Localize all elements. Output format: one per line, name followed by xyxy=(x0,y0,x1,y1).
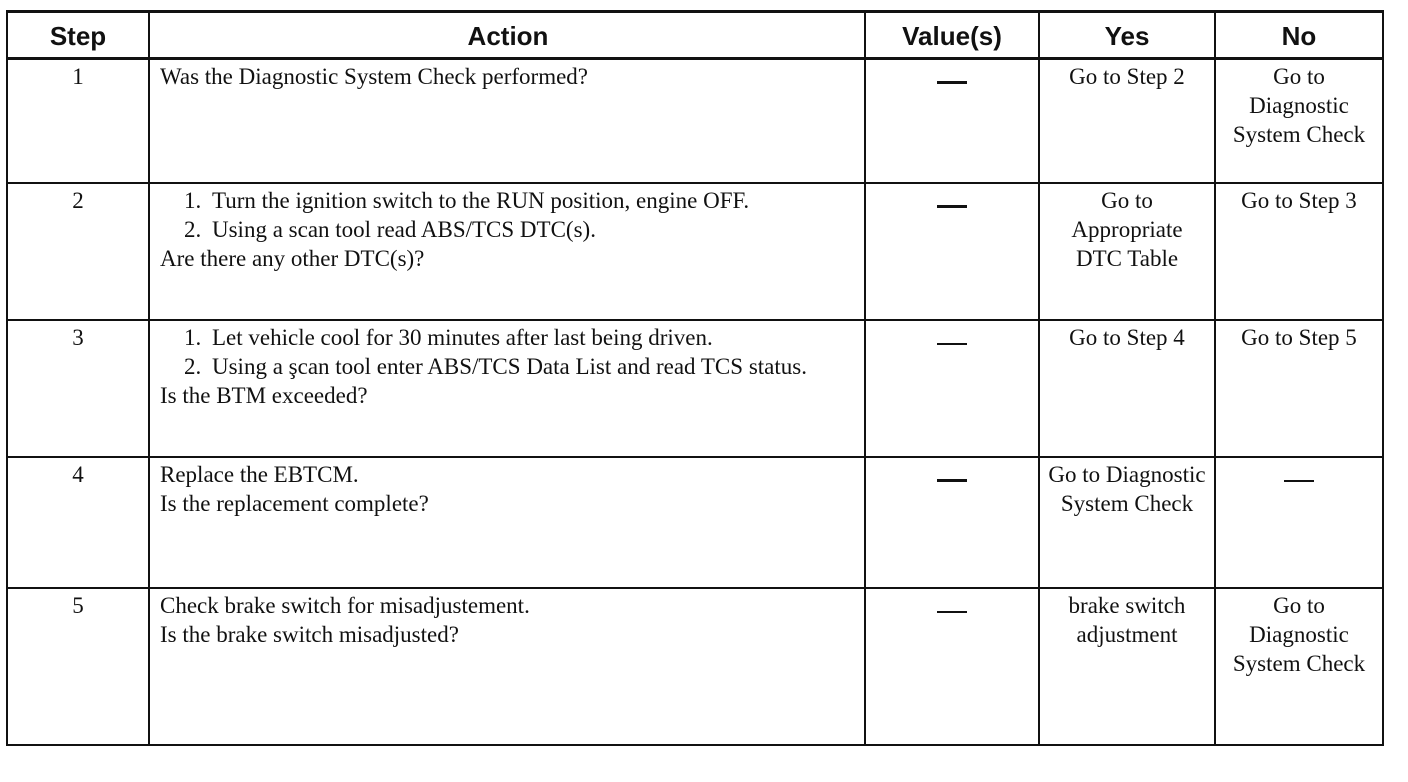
value-cell xyxy=(865,183,1039,320)
yes-text: Go to Diagnostic System Check xyxy=(1048,462,1206,516)
no-text: Go to Step 3 xyxy=(1241,188,1357,213)
action-step-number: 2. xyxy=(184,217,202,242)
action-text: Replace the EBTCM. xyxy=(160,462,359,487)
value-cell xyxy=(865,457,1039,588)
step-number: 4 xyxy=(7,457,149,588)
step-number: 5 xyxy=(7,588,149,745)
action-question: Is the replacement complete? xyxy=(160,491,429,516)
yes-text: brake switch adjustment xyxy=(1068,593,1186,647)
yes-text: Go to Step 4 xyxy=(1069,325,1185,350)
value-dash xyxy=(937,81,967,84)
action-step xyxy=(184,323,856,352)
no-cell xyxy=(1215,457,1383,588)
yes-cell xyxy=(1039,588,1215,745)
table-row xyxy=(7,588,1383,745)
action-text: Was the Diagnostic System Check performed? xyxy=(160,64,589,89)
action-cell xyxy=(149,183,865,320)
action-step-text: Using a scan tool read ABS/TCS DTC(s). xyxy=(212,217,596,242)
header-row xyxy=(7,12,1383,59)
header-no: No xyxy=(1215,12,1383,59)
no-text: Go to Step 5 xyxy=(1241,325,1357,350)
diagnostic-table xyxy=(6,10,1384,746)
yes-cell xyxy=(1039,457,1215,588)
step-number: 2 xyxy=(7,183,149,320)
value-cell xyxy=(865,59,1039,184)
action-question: Are there any other DTC(s)? xyxy=(160,246,425,271)
action-step-text: Using a şcan tool enter ABS/TCS Data List and read TCS status. xyxy=(212,354,807,379)
table-row xyxy=(7,320,1383,457)
action-steps xyxy=(160,186,856,244)
table-row xyxy=(7,183,1383,320)
action-text: Check brake switch for misadjustement. xyxy=(160,593,530,618)
header-values: Value(s) xyxy=(865,12,1039,59)
diagnostic-table-sheet xyxy=(6,10,1368,748)
value-dash xyxy=(937,611,967,613)
no-text: Go to Diagnostic System Check xyxy=(1232,64,1366,147)
action-question: Is the brake switch misadjusted? xyxy=(160,622,459,647)
yes-text: Go to Step 2 xyxy=(1069,64,1185,89)
value-cell xyxy=(865,320,1039,457)
action-cell xyxy=(149,457,865,588)
yes-text: Go to Appropriate DTC Table xyxy=(1071,188,1183,271)
no-cell xyxy=(1215,59,1383,184)
action-question: Is the BTM exceeded? xyxy=(160,383,368,408)
value-cell xyxy=(865,588,1039,745)
yes-cell xyxy=(1039,183,1215,320)
action-step xyxy=(184,352,856,381)
table-row xyxy=(7,59,1383,184)
action-steps xyxy=(160,323,856,381)
no-dash xyxy=(1284,480,1314,482)
action-step-number: 1. xyxy=(184,325,202,350)
yes-cell xyxy=(1039,59,1215,184)
step-number: 1 xyxy=(7,59,149,184)
header-step: Step xyxy=(7,12,149,59)
action-step-number: 2. xyxy=(184,354,202,379)
no-cell xyxy=(1215,183,1383,320)
action-step xyxy=(184,186,856,215)
value-dash xyxy=(937,479,967,482)
action-cell xyxy=(149,588,865,745)
header-yes: Yes xyxy=(1039,12,1215,59)
action-step-number: 1. xyxy=(184,188,202,213)
action-cell xyxy=(149,59,865,184)
table-row xyxy=(7,457,1383,588)
no-cell xyxy=(1215,320,1383,457)
no-text: Go to Diagnostic System Check xyxy=(1232,593,1366,676)
step-number: 3 xyxy=(7,320,149,457)
action-step-text: Let vehicle cool for 30 minutes after last being driven. xyxy=(212,325,713,350)
value-dash xyxy=(937,205,967,208)
action-step-text: Turn the ignition switch to the RUN position, engine OFF. xyxy=(212,188,750,213)
yes-cell xyxy=(1039,320,1215,457)
action-cell xyxy=(149,320,865,457)
action-step xyxy=(184,215,856,244)
header-action: Action xyxy=(149,12,865,59)
no-cell xyxy=(1215,588,1383,745)
value-dash xyxy=(937,343,967,345)
